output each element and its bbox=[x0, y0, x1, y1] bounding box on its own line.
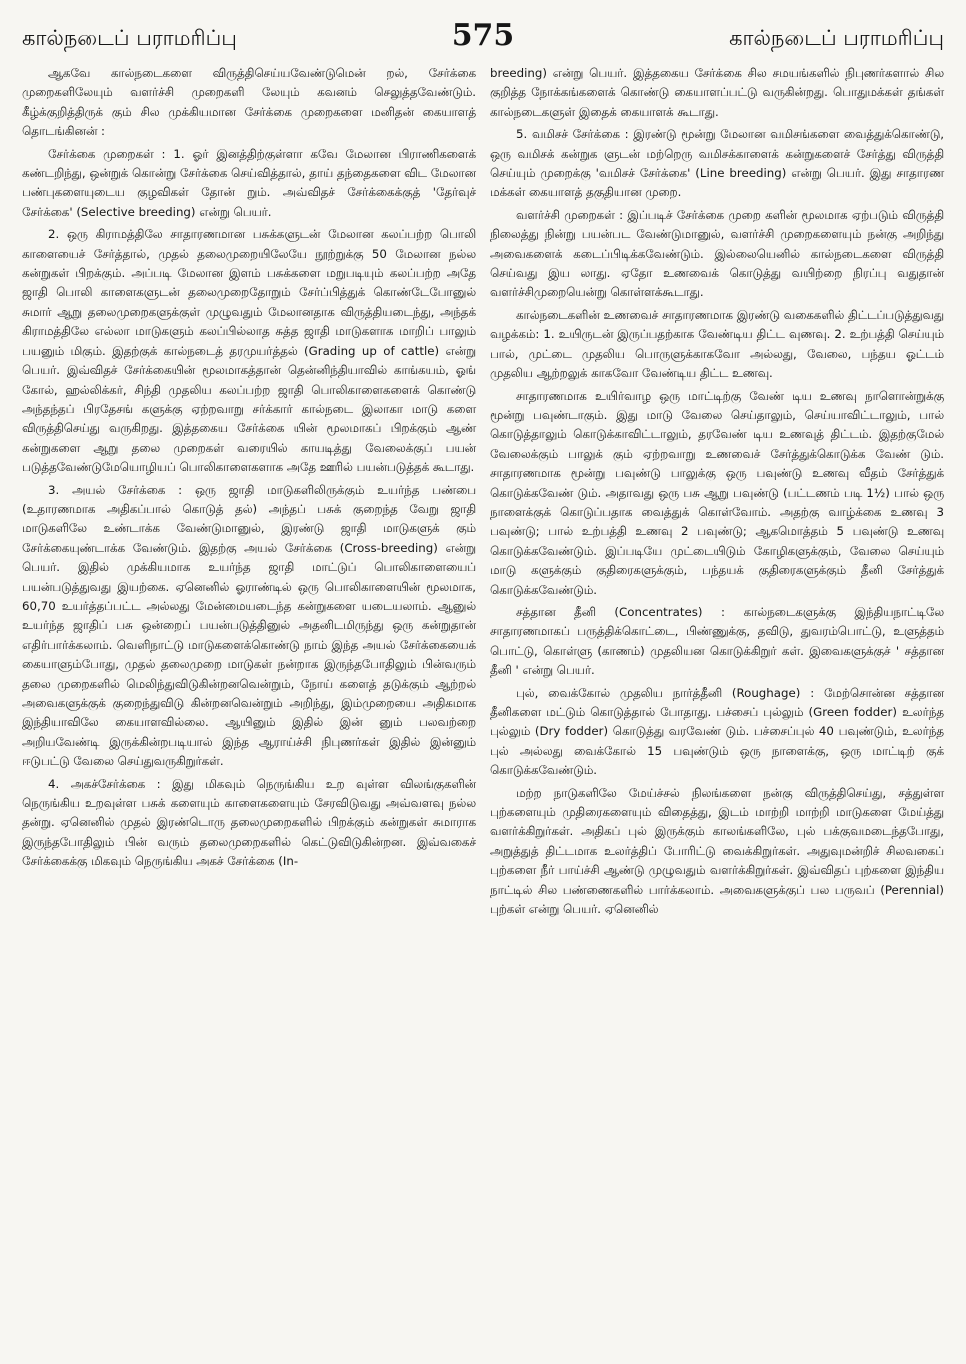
paragraph: breeding) என்று பெயர். இத்தகைய சேர்க்கை சில சமயங்களில் நிபுணர்களால் சில குறித்த நோக்கங்களைக் கொண்டு கையாளப்பட்டு வருகின்றது. பொதுமக்கள் தங்கள் கால்நடைகளுள் இதைக் கையாளக் கூடாது. bbox=[490, 66, 944, 119]
right-column bbox=[490, 64, 944, 922]
paragraph: மற்ற நாடுகளிலே மேய்ச்சல் நிலங்களை நன்கு விருத்திசெய்து, சத்துள்ள புற்களையும் முதிரைகளையும் விதைத்து, இடம் மாற்றி மாற்றி மாடுகளை மேய்த்து வளர்க்கிறுர்கள். அதிகப் புல் இருக்கும் காலங்களிலே, புல் பக்குவமடைந்தபோது, அறுத்துத் திட்டமாக உலர்த்திப் போரிட்டு வைக்கிறுர்கள். அதுவுமன்றிச் சிலவகைப் புற்களை நீர் பாய்ச்சி ஆண்டு முழுவதும் வளர்க்கிறுர்கள். இவ்விதப் புற்களை இந்திய நாட்டில் சில பண்ணைகளில் பார்க்கலாம். அவைகளுக்குப் பல பருவப் (Perennial) புற்கள் என்று பெயர். ஏனெனில் bbox=[490, 785, 944, 917]
paragraph: வளர்ச்சி முறைகள் : இப்படிச் சேர்க்கை முறை களின் மூலமாக ஏற்படும் விருத்தி நிலைத்து நின்று பயன்பட வேண்டுமானுல், வளர்ச்சி முறைகளையும் நன்கு அறிந்து அவைகளைக் கடைப்பிடிக்கவேண்டும். இல்லையெனில் கால்நடைகளை விருத்தி செய்வது இய லாது. ஏதோ உணவைக் கொடுத்து வயிற்றை நிரப்பு வதுதான் வளர்ச்சிமுறையென்று கொள்ளக்கூடாது. bbox=[490, 207, 944, 300]
paragraph: கால்நடைகளின் உணவைச் சாதாரணமாக இரண்டு வகைகளில் திட்டப்படுத்துவது வழக்கம்: 1. உயிருடன் இருப்பதற்காக வேண்டிய திட்ட வுணவு. 2. உற்பத்தி செய்யும் பால், முட்டை முதலிய பொருளுக்காகவோ அல்லது, வேலை, பந்தய ஓட்டம் முதலிய ஆற்றலுக் காகவோ வேண்டிய திட்ட உணவு. bbox=[490, 307, 944, 381]
left-column bbox=[22, 64, 476, 922]
text-columns bbox=[22, 64, 944, 922]
paragraph: 3. அயல் சேர்க்கை : ஒரு ஜாதி மாடுகளிலிருக்கும் உயர்ந்த பண்பை (உதாரணமாக அதிகப்பால் கொடுத் தல்) அந்தப் பசுக் குறைந்த வேறு ஜாதி மாடுகளிலே உண்டாக்க வேண்டுமானுல், இரண்டு ஜாதி மாடுகளுக் கும் சேர்க்கையுண்டாக்க வேண்டும். இதற்கு அயல் சேர்க்கை (Cross-breeding) என்று பெயர். இதில் முக்கியமாக உயர்ந்த ஜாதி மாட்டுப் பொலிகாளையைப் பயன்படுத்துவது இயற்கை. ஏனெனில் ஓராண்டில் ஒரு பொலிகாளையின் மூலமாக, 60,70 உயர்த்தப்பட்ட அல்லது மேன்மையடைந்த கன்றுகளை யடையலாம். ஆனுல் உயர்ந்த ஜாதிப் பசு ஒன்றைப் பயன்படுத்தினுல் அதனிடமிருந்து ஒரு கன்றுதான் எதிர்பார்க்கலாம். வெளிநாட்டு மாடுகளைக்கொண்டு நாம் இந்த அயல் சேர்க்கையைக் கையாளும்போது, முதல் தலைமுறை மாடுகள் நன்றாக இருந்தபோதிலும் பின்வரும் தலை முறைகளில் மெலிந்துவிடுகின்றனவென்றும், நோய் களைத் தடுக்கும் ஆற்றல் அவைகளுக்குக் குறைந்துவிடு கின்றனவென்றும் அறிந்து, இம்முறையை அதிகமாக இந்தியாவிலே கையாளவில்லை. ஆயினும் இதில் இன் னும் பலவற்றை அறியவேண்டி இருக்கின்றபடியால் இந்த ஆராய்ச்சி நிபுணர்கள் இதில் இன்னும் ஈடுபட்டு வேலை செய்துவருகிறுர்கள். bbox=[22, 482, 477, 769]
page-number: 575 bbox=[451, 18, 515, 53]
paragraph: சாதாரணமாக உயிர்வாழ ஒரு மாட்டிற்கு வேண் டிய உணவு நாளொன்றுக்கு மூன்று பவுண்டாகும். இது மாடு வேலை செய்தாலும், செய்யாவிட்டாலும், பால் கொடுத்தாலும் கொடுக்காவிட்டாலும், தரவேண் டிய உணவுத் திட்டம். இதற்குமேல் வேலைக்கும் பாலுக் கும் ஏற்றவாறு உணவைச் சேர்த்துக்கொடுக்க வேண் டும். சாதாரணமாக மூன்று பவுண்டு பாலுக்கு ஒரு பவுண்டு உணவு வீதம் சேர்த்துக் கொடுக்கவேண் டும். அதாவது ஒரு பசு ஆறு பவுண்டு (பட்டணம் படி 1½) பால் ஒரு நாளைக்குக் கொடுப்பதாக வைத்துக் கொள்வோம். அதற்கு வாழ்க்கை உணவு 3 பவுண்டு; பால் உற்பத்தி உணவு 2 பவுண்டு; ஆகமொத்தம் 5 பவுண்டு உணவு கொடுக்கவேண்டும். இப்படியே முட்டையிடும் கோழிகளுக்கும், வேலை செய்யும் மாடு களுக்கும் குதிரைகளுக்கும், பந்தயக் குதிரைகளுக்கும் தீனி சேர்த்துக் கொடுக்கவேண்டும். bbox=[490, 388, 944, 597]
paragraph: 2. ஒரு கிராமத்திலே சாதாரணமான பசுக்களுடன் மேலான கலப்பற்ற பொலி காளையைச் சேர்த்தால், முதல் தலைமுறையிலேயே நூற்றுக்கு 50 மேலான நல்ல கன்றுகள் பிறக்கும். அப்படி மேலான இளம் பசுக்களை மறுபடியும் கலப்பற்ற அதே ஜாதி பொலி காளைகளுடன் தலைமுறைதோறும் சேர்ப்பித்துக் கொண்டேபோனுல் சுமார் ஆறு தலைமுறைகளுக்குள் முழுவதும் மேலானதாக விருத்தியடைந்து, அந்தக் கிராமத்திலே எல்லா மாடுகளும் கலப்பில்லாத சுத்த ஜாதி மாடுகளாக மாறிப் பாலும் பயனும் மிகும். இதற்குக் கால்நடைத் தரமுயர்த்தல் (Grading up of cattle) என்று பெயர். இவ்விதச் சேர்க்கையின் மூலமாகத்தான் தென்னிந்தியாவில் காங்கயம், ஓங் கோல், ஹல்லிக்கர், சிந்தி முதலிய கலப்பற்ற ஜாதி பொலிகாளைகளைக் கொண்டு அந்தந்தப் பிரதேசங் களுக்கு ஏற்றவாறு சர்க்கார் கால்நடை இலாகா மாடு களை விருத்திசெய்து வருகிறது. இத்தகைய சேர்க்கை யின் மூலமாகப் பிறக்கும் ஆண் கன்றுகளை ஆறு தலை முறைகள் வரையில் காயடித்து வேலைக்குப் பயன் படுத்தவேண்டுமேயொழியப் பொலிகாளைகளாக அதே ஊரில் பயன்படுத்தக் கூடாது. bbox=[22, 227, 476, 475]
paragraph: 5. வமிசச் சேர்க்கை : இரண்டு மூன்று மேலான வமிசங்களை வைத்துக்கொண்டு, ஒரு வமிசக் கன்றுக ளுடன் மற்றெரு வமிசக்காளைக் கன்றுகளைச் சேர்த்து விருத்தி செய்யும் முறைக்கு 'வமிசச் சேர்க்கை' (Line breeding) என்று பெயர். இது சாதாரண மக்கள் கையாளத் தகுதியான முறை. bbox=[490, 127, 944, 200]
running-head-right: கால்நடைப் பராமரிப்பு bbox=[729, 26, 944, 50]
paragraph: ஆகவே கால்நடைகளை விருத்திசெய்யவேண்டுமென் றல், சேர்க்கை முறைகளிலேயும் வளர்ச்சி முறைகளி லேயும் கவனம் செலுத்தவேண்டும். கீழ்க்குறித்திருக் கும் சில முக்கியமான சேர்க்கை முறைகளை மனிதன் கையாளத் தொடங்கினன் : bbox=[22, 66, 476, 139]
page-header bbox=[22, 14, 944, 64]
paragraph: புல், வைக்கோல் முதலிய நார்த்தீனி (Roughage) : மேற்சொன்ன சத்தான தீனிகளை மட்டும் கொடுத்தால் போதாது. பச்சைப் புல்லும் (Green fodder) உலர்ந்த புல்லும் (Dry fodder) கொடுத்து வரவேண் டும். பச்சைப்புல் 40 பவுண்டும், உலர்ந்த புல் அல்லது வைக்கோல் 15 பவுண்டும் ஒரு நாளைக்கு, ஒரு மாட்டிற் குக் கொடுக்கவேண்டும். bbox=[490, 685, 944, 778]
paragraph: 4. அகச்சேர்க்கை : இது மிகவும் நெருங்கிய உற வுள்ள விலங்குகளின் நெருங்கிய உறவுள்ள பசுக் களையும் காளைகளையும் சேரவிடுவது அவ்வளவு நல்ல தன்று. ஏனெனில் முதல் இரண்டொரு தலைமுறைகளில் பிறக்கும் கன்றுகள் சுமாராக இருந்தபோதிலும் பின் வரும் தலைமுறைகளில் கெட்டுவிடுகின்றன. இவ்வகைச் சேர்க்கைக்கு மிகவும் நெருங்கிய அகச் சேர்க்கை (In- bbox=[22, 776, 476, 869]
running-head-left: கால்நடைப் பராமரிப்பு bbox=[22, 26, 237, 50]
paragraph: சத்தான தீனி (Concentrates) : கால்நடைகளுக்கு இந்தியநாட்டிலே சாதாரணமாகப் பருத்திக்கொட்டை, பிண்ணுக்கு, தவிடு, துவரம்பொட்டு, உளுத்தம் பொட்டு, கொள்ளு (காணம்) முதலியன கொடுக்கிறுர் கள். இவைகளுக்குச் ' சத்தான தீனி ' என்று பெயர். bbox=[490, 604, 944, 678]
paragraph: சேர்க்கை முறைகள் : 1. ஓர் இனத்திற்குள்ளா கவே மேலான பிராணிகளைக் கண்டறிந்து, ஒன்றுக் கொன்று சேர்க்கை செய்வித்தால், தாய் தந்தைகளை விட மேலான பண்புகளையுடைய குழவிகள் தோன் றும். அவ்விதச் சேர்க்கைக்குத் 'தேர்வுச் சேர்க்கை' (Selective breeding) என்று பெயர். bbox=[22, 146, 476, 219]
